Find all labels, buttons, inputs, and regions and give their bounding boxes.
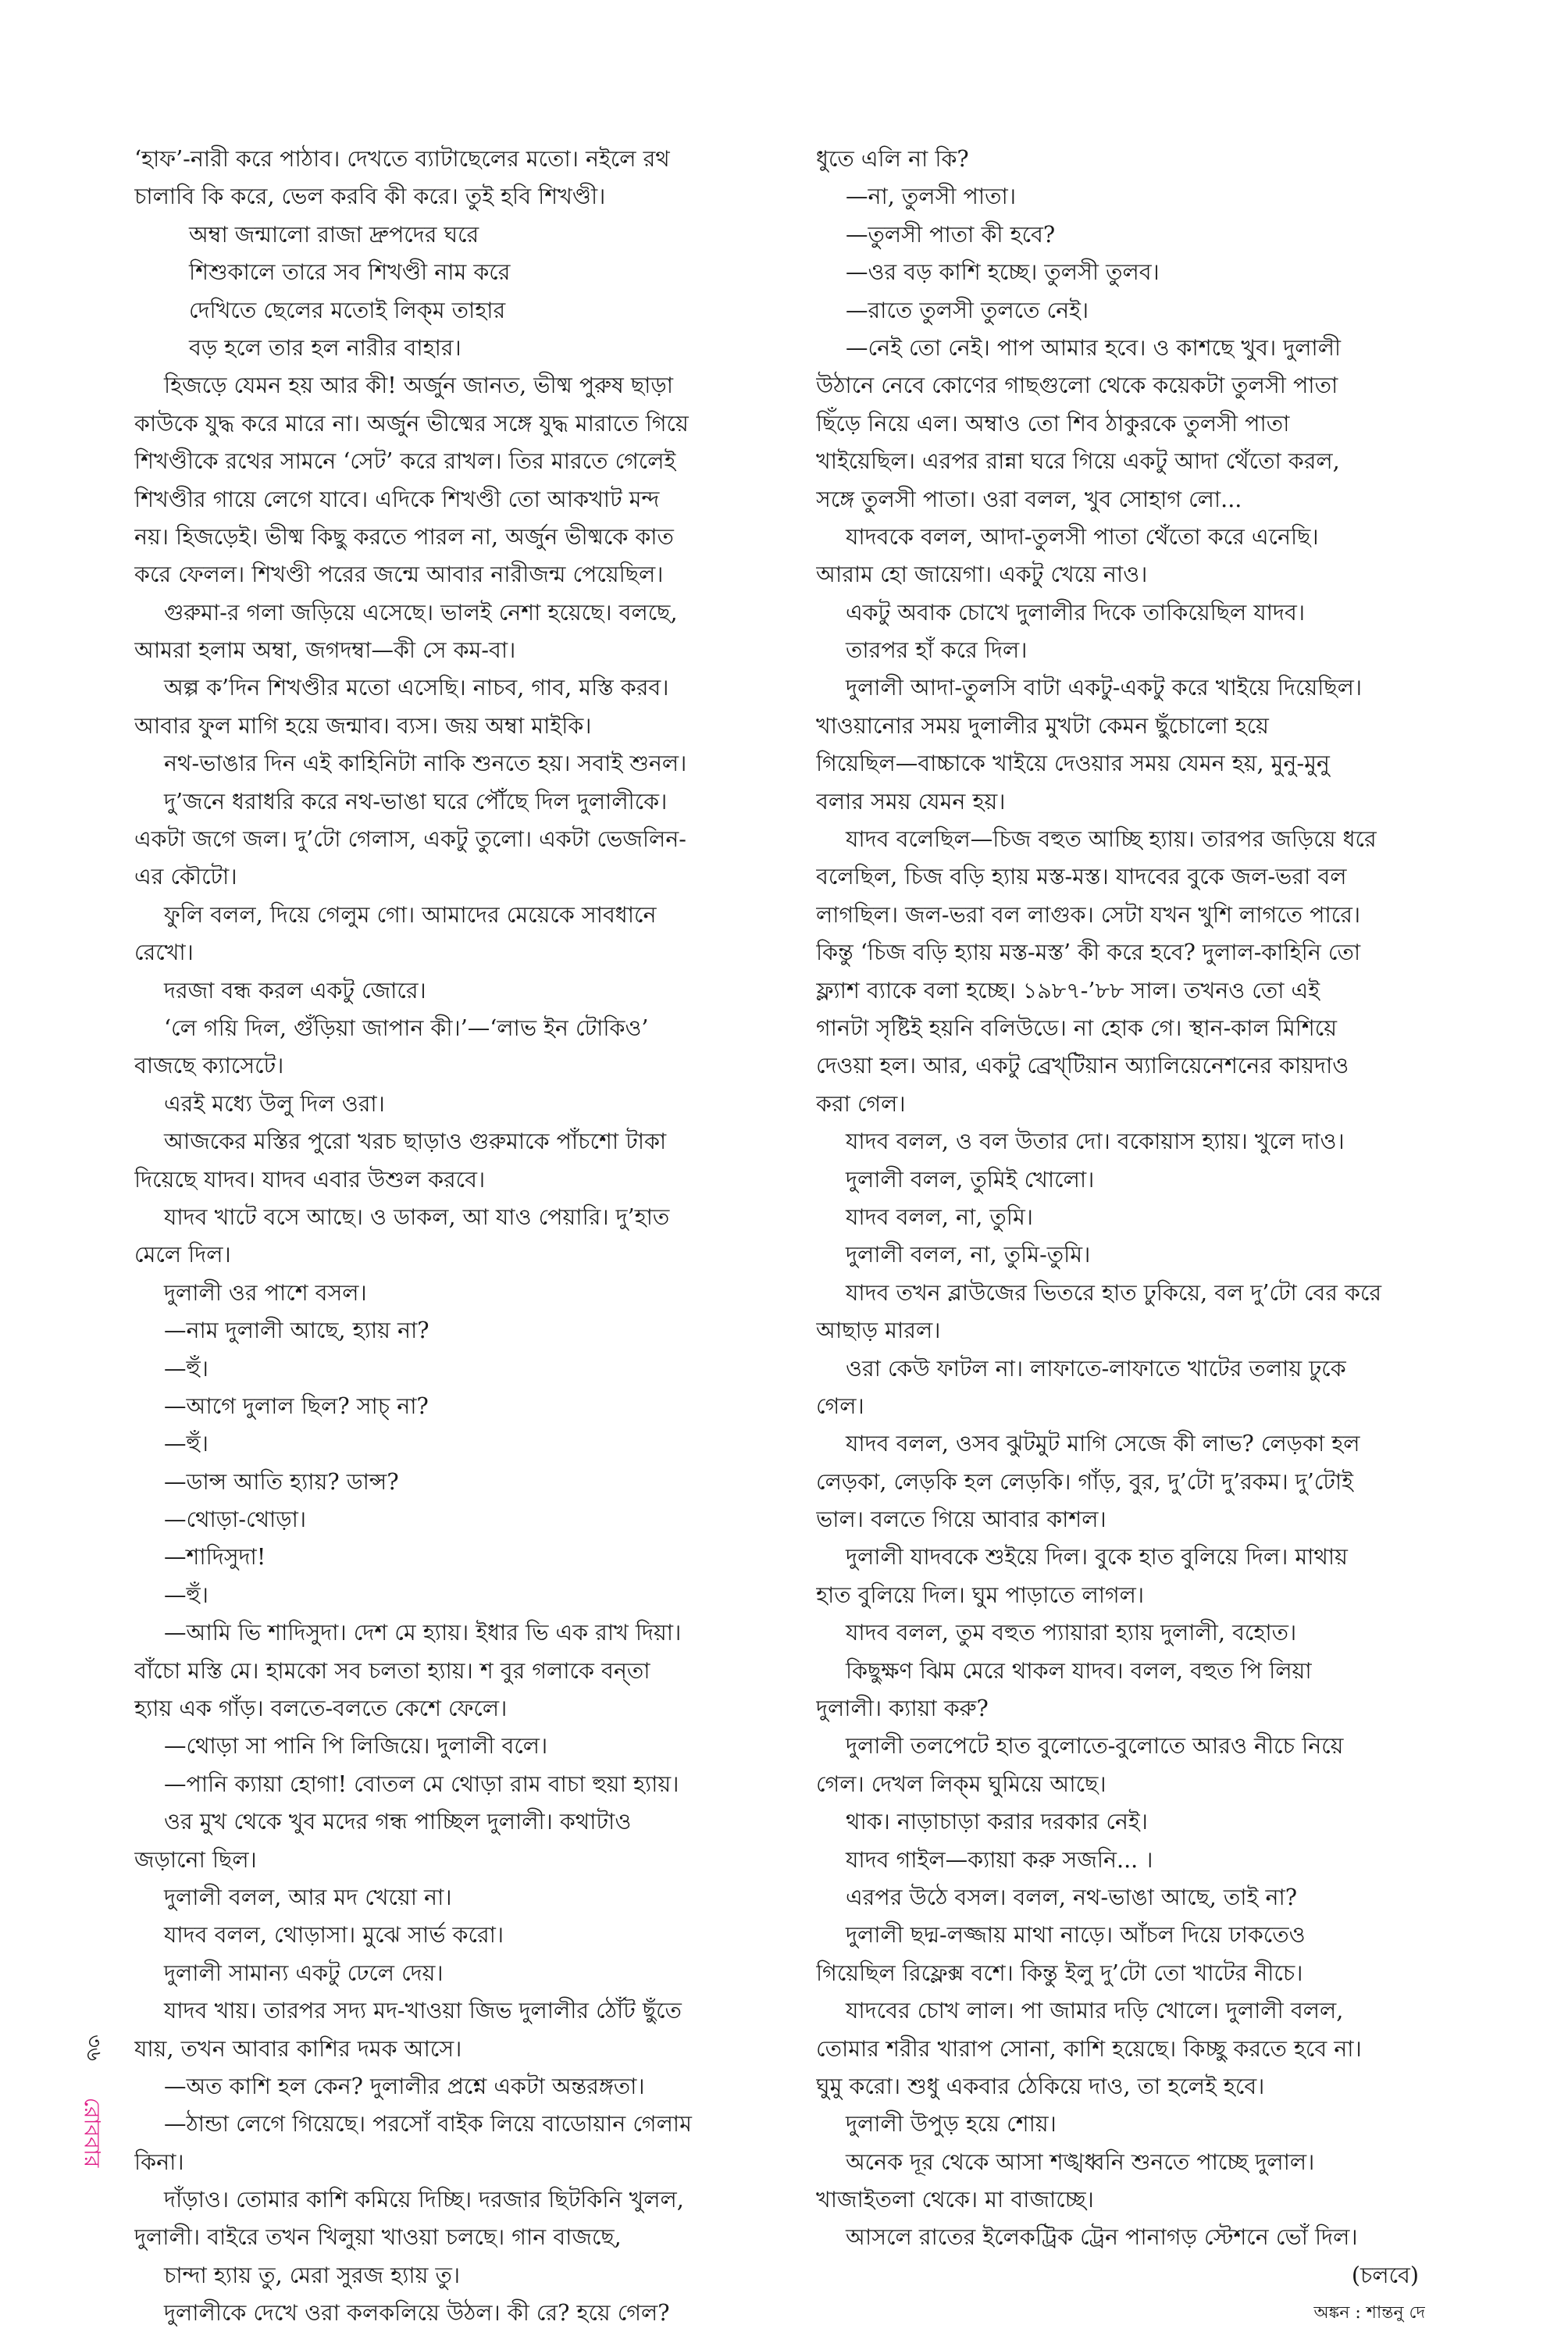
left-text-line: অল্প ক’দিন শিখণ্ডীর মতো এসেছি। নাচব, গাব, মস্তি করব। (164, 675, 669, 701)
right-text-line: ধুতে এলি না কি? (816, 146, 969, 172)
left-text-line: ‘হাফ’-নারী করে পাঠাব। দেখতে ব্যাটাছেলের মতো। নইলে রথ (134, 146, 670, 172)
right-text-line: লাগছিল। জল-ভরা বল লাগুক। সেটা যখন খুশি লাগতে পারে। (816, 901, 1361, 928)
right-text-line: যাদব বলল, ও বল উতার দো। বকোয়াস হ্যায়। খুলে দাও। (846, 1129, 1345, 1155)
left-text-line: —থোড়া-থোড়া। (164, 1507, 307, 1533)
left-text-line: যাদব খায়। তারপর সদ্য মদ-খাওয়া জিভ দুলালীর ঠোঁট ছুঁতে (164, 1998, 682, 2024)
right-text-line: যাদবকে বলল, আদা-তুলসী পাতা থেঁতো করে এনেছি। (846, 523, 1319, 550)
left-text-line: দরজা বন্ধ করল একটু জোরে। (164, 977, 426, 1004)
left-text-line: দুলালী ওর পাশে বসল। (164, 1279, 367, 1306)
left-text-line: হিজড়ে যেমন হয় আর কী! অর্জুন জানত, ভীষ্ম পুরুষ ছাড়া (164, 373, 674, 399)
right-text-line: বলেছিল, চিজ বড়ি হ্যায় মস্ত-মস্ত। যাদবের বুকে জল-ভরা বল (816, 864, 1347, 890)
right-text-line: ঘুমু করো। শুধু একবার ঠেকিয়ে দাও, তা হলেই হবে। (816, 2073, 1265, 2099)
right-text-line: গেল। (816, 1393, 864, 1419)
right-text-line: লেড়কা, লেড়কি হল লেড়কি। গাঁড়, বুর, দু’টো দু’রকম। দু’টোই (816, 1468, 1353, 1495)
left-text-line: —শাদিসুদা! (164, 1544, 266, 1571)
left-text-line: নথ-ভাঙার দিন এই কাহিনিটা নাকি শুনতে হয়। সবাই শুনল। (164, 751, 687, 777)
left-text-line: দাঁড়াও। তোমার কাশি কমিয়ে দিচ্ছি। দরজার ছিটকিনি খুলল, (164, 2187, 684, 2213)
left-text-line: —পানি ক্যায়া হোগা! বোতল মে থোড়া রাম বাচা হুয়া হ্যায়। (164, 1771, 679, 1797)
right-text-line: গিয়েছিল রিফ্লেক্স বশে। কিন্তু ইলু দু’টো তো খাটের নীচে। (816, 1960, 1303, 1986)
right-text-line: —ওর বড় কাশি হচ্ছে। তুলসী তুলব। (846, 259, 1160, 286)
left-text-line: জড়ানো ছিল। (134, 1846, 257, 1873)
left-text-line: শিখণ্ডীর গায়ে লেগে যাবে। এদিকে শিখণ্ডী তো আকখাট মন্দ (134, 486, 660, 512)
right-text-line: দুলালী যাদবকে শুইয়ে দিল। বুকে হাত বুলিয়ে দিল। মাথায় (846, 1544, 1348, 1571)
left-text-line: কিনা। (134, 2149, 184, 2175)
left-text-line: একটা জগে জল। দু’টো গেলাস, একটু তুলো। একটা ভেজলিন- (134, 826, 686, 853)
right-text-line: দুলালী বলল, না, তুমি-তুমি। (846, 1242, 1091, 1268)
right-text-line: তারপর হাঁ করে দিল। (846, 637, 1028, 664)
left-text-line: —আগে দুলাল ছিল? সাচ্‌ না? (164, 1393, 429, 1419)
left-text-line: —আমি ভি শাদিসুদা। দেশ মে হ্যায়। ইধার ভি এক রাখ দিয়া। (164, 1620, 682, 1646)
right-text-line: দেওয়া হল। আর, একটু ব্রেখ্‌টিয়ান অ্যালিয়েনেশনের কায়দাও (816, 1053, 1349, 1079)
left-text-line: দেখিতে ছেলের মতোই লিক্‌ম তাহার (189, 297, 506, 323)
right-text-line: হাত বুলিয়ে দিল। ঘুম পাড়াতে লাগল। (816, 1582, 1145, 1608)
left-text-line: বড় হলে তার হল নারীর বাহার। (189, 334, 461, 361)
right-text-line: দুলালী উপুড় হয়ে শোয়। (846, 2111, 1057, 2138)
right-text-line: যাদব বলল, ওসব ঝুটমুট মাগি সেজে কী লাভ? লেড়কা হল (846, 1431, 1360, 1457)
left-text-line: —ঠান্ডা লেগে গিয়েছে। পরসোঁ বাইক লিয়ে বাডোয়ান গেলাম (164, 2111, 692, 2138)
right-text-line: যাদব বলেছিল—চিজ বহুত আচ্ছি হ্যায়। তারপর জড়িয়ে ধরে (846, 826, 1377, 853)
left-text-line: গুরুমা-র গলা জড়িয়ে এসেছে। ভালই নেশা হয়েছে। বলছে, (164, 599, 678, 626)
right-text-line: দুলালী তলপেটে হাত বুলোতে-বুলোতে আরও নীচে নিয়ে (846, 1733, 1344, 1760)
right-text-line: —নেই তো নেই। পাপ আমার হবে। ও কাশছে খুব। দুলালী (846, 334, 1342, 361)
left-text-line: রেখো। (134, 940, 194, 966)
right-text-line: অঙ্কন : শান্তনু দে (1313, 2303, 1425, 2323)
left-text-line: দুলালী সামান্য একটু ঢেলে দেয়। (164, 1960, 444, 1986)
left-text-line: আবার ফুল মাগি হয়ে জন্মাব। ব্যস। জয় অম্বা মাইকি। (134, 712, 592, 739)
left-text-line: শিখণ্ডীকে রথের সামনে ‘সেট’ করে রাখল। তির মারতে গেলেই (134, 448, 676, 475)
left-text-line: দুলালীকে দেখে ওরা কলকলিয়ে উঠল। কী রে? হয়ে গেল? (164, 2300, 670, 2327)
left-text-line: ওর মুখ থেকে খুব মদের গন্ধ পাচ্ছিল দুলালী। কথাটাও (164, 1809, 632, 1835)
right-text-line: গিয়েছিল—বাচ্চাকে খাইয়ে দেওয়ার সময় যেমন হয়, মুনু-মুনু (816, 751, 1330, 777)
left-text-line: —অত কাশি হল কেন? দুলালীর প্রশ্নে একটা অন্তরঙ্গতা। (164, 2073, 645, 2099)
right-text-line: যাদব বলল, তুম বহুত প্যায়ারা হ্যায় দুলালী, বহোত। (846, 1620, 1297, 1646)
left-text-line: ফুলি বলল, দিয়ে গেলুম গো। আমাদের মেয়েকে সাবধানে (164, 901, 657, 928)
right-text-line: অনেক দূর থেকে আসা শঙ্খধ্বনি শুনতে পাচ্ছে দুলাল। (846, 2149, 1315, 2175)
right-text-line: দুলালী আদা-তুলসি বাটা একটু-একটু করে খাইয়ে দিয়েছিল। (846, 675, 1363, 701)
right-text-line: ওরা কেউ ফাটল না। লাফাতে-লাফাতে খাটের তলায় ঢুকে (846, 1355, 1346, 1382)
right-text-line: এরপর উঠে বসল। বলল, নথ-ভাঙা আছে, তাই না? (846, 1884, 1298, 1910)
right-text-line: —তুলসী পাতা কী হবে? (846, 221, 1056, 248)
left-text-line: হ্যায় এক গাঁড়। বলতে-বলতে কেশে ফেলে। (134, 1696, 508, 1722)
right-text-line: সঙ্গে তুলসী পাতা। ওরা বলল, খুব সোহাগ লো... (816, 486, 1242, 512)
right-text-line: দুলালী ছদ্ম-লজ্জায় মাথা নাড়ে। আঁচল দিয়ে ঢাকতেও (846, 1922, 1306, 1949)
left-text-line: চান্দা হ্যায় তু, মেরা সুরজ হ্যায় তু। (164, 2262, 461, 2288)
right-text-line: করা গেল। (816, 1090, 906, 1117)
right-text-line: থাক। নাড়াচাড়া করার দরকার নেই। (846, 1809, 1148, 1835)
right-text-line: খাজাইতলা থেকে। মা বাজাচ্ছে। (816, 2187, 1094, 2213)
left-text-line: অম্বা জন্মালো রাজা দ্রুপদের ঘরে (189, 221, 479, 248)
left-text-line: —হুঁ। (164, 1431, 208, 1457)
left-text-line: কাউকে যুদ্ধ করে মারে না। অর্জুন ভীষ্মের সঙ্গে যুদ্ধ মারাতে গিয়ে (134, 410, 689, 437)
right-text-line: খাওয়ানোর সময় দুলালীর মুখটা কেমন ছুঁচোলো হয়ে (816, 712, 1269, 739)
right-text-line: (চলবে) (1351, 2262, 1419, 2288)
right-text-line: যাদব বলল, না, তুমি। (846, 1204, 1033, 1230)
page-number: ৩৬ (81, 2034, 105, 2061)
left-text-line: দুলালী বলল, আর মদ খেয়ো না। (164, 1884, 452, 1910)
left-text-line: মেলে দিল। (134, 1242, 231, 1268)
left-text-line: —ডান্স আতি হ্যায়? ডান্স? (164, 1468, 399, 1495)
right-column (816, 141, 1425, 2333)
left-column (134, 141, 743, 2333)
right-text-line: —না, তুলসী পাতা। (846, 184, 1017, 210)
right-text-line: কিছুক্ষণ ঝিম মেরে থাকল যাদব। বলল, বহুত পি লিয়া (846, 1657, 1312, 1684)
left-text-line: এরই মধ্যে উলু দিল ওরা। (164, 1090, 385, 1117)
left-text-line: যায়, তখন আবার কাশির দমক আসে। (134, 2035, 462, 2062)
right-text-line: একটু অবাক চোখে দুলালীর দিকে তাকিয়েছিল যাদব। (846, 599, 1306, 626)
right-text-line: কিন্তু ‘চিজ বড়ি হ্যায় মস্ত-মস্ত’ কী করে হবে? দুলাল-কাহিনি তো (816, 940, 1361, 966)
right-text-line: গানটা সৃষ্টিই হয়নি বলিউডে। না হোক গে। স্থান-কাল মিশিয়ে (816, 1015, 1338, 1041)
left-text-line: করে ফেলল। শিখণ্ডী পরের জন্মে আবার নারীজন্ম পেয়েছিল। (134, 562, 664, 588)
left-text-line: যাদব বলল, থোড়াসা। মুঝে সার্ভ করো। (164, 1922, 504, 1949)
right-text-line: তোমার শরীর খারাপ সোনা, কাশি হয়েছে। কিচ্ছু করতে হবে না। (816, 2035, 1362, 2062)
left-text-line: আজকের মস্তির পুরো খরচ ছাড়াও গুরুমাকে পাঁচশো টাকা (164, 1129, 667, 1155)
left-text-line: —থোড়া সা পানি পি লিজিয়ে। দুলালী বলে। (164, 1733, 548, 1760)
right-text-line: আছাড় মারল। (816, 1318, 941, 1344)
left-text-line: দুলালী। বাইরে তখন খিলুয়া খাওয়া চলছে। গান বাজছে, (134, 2224, 622, 2251)
left-text-line: ‘লে গয়ি দিল, গুঁড়িয়া জাপান কী।’—‘লাভ ইন টোকিও’ (164, 1015, 649, 1041)
left-text-line: —হুঁ। (164, 1582, 208, 1608)
left-text-line: চালাবি কি করে, ভেল করবি কী করে। তুই হবি শিখণ্ডী। (134, 184, 606, 210)
left-text-line: যাদব খাটে বসে আছে। ও ডাকল, আ যাও পেয়ারি। দু’হাত (164, 1204, 670, 1230)
left-text-line: বাজছে ক্যাসেটে। (134, 1053, 284, 1079)
right-text-line: ফ্ল্যাশ ব্যাকে বলা হচ্ছে। ১৯৮৭-’৮৮ সাল। তখনও তো এই (816, 977, 1320, 1004)
right-text-line: দুলালী। ক্যায়া করু? (816, 1696, 989, 1722)
right-text-line: —রাতে তুলসী তুলতে নেই। (846, 297, 1089, 323)
left-text-line: —নাম দুলালী আছে, হ্যায় না? (164, 1318, 429, 1344)
right-text-line: যাদব গাইল—ক্যায়া করু সজনি... । (846, 1846, 1153, 1873)
left-text-line: বাঁচো মস্তি মে। হামকো সব চলতা হ্যায়। শ বুর গলাকে বন্‌তা (134, 1657, 650, 1684)
right-text-line: ছিঁড়ে নিয়ে এল। অম্বাও তো শিব ঠাকুরকে তুলসী পাতা (816, 410, 1290, 437)
left-text-line: —হুঁ। (164, 1355, 208, 1382)
left-text-line: আমরা হলাম অম্বা, জগদম্বা—কী সে কম-বা। (134, 637, 516, 664)
right-text-line: দুলালী বলল, তুমিই খোলো। (846, 1166, 1095, 1193)
right-text-line: যাদবের চোখ লাল। পা জামার দড়ি খোলে। দুলালী বলল, (846, 1998, 1344, 2024)
right-text-line: খাইয়েছিল। এরপর রান্না ঘরে গিয়ে একটু আদা থেঁতো করল, (816, 448, 1340, 475)
left-text-line: এর কৌটো। (134, 864, 237, 890)
right-text-line: যাদব তখন ব্লাউজের ভিতরে হাত ঢুকিয়ে, বল দু’টো বের করে (846, 1279, 1382, 1306)
left-text-line: শিশুকালে তারে সব শিখণ্ডী নাম করে (189, 259, 511, 286)
right-text-line: ভাল। বলতে গিয়ে আবার কাশল। (816, 1507, 1107, 1533)
right-text-line: উঠানে নেবে কোণের গাছগুলো থেকে কয়েকটা তুলসী পাতা (816, 373, 1338, 399)
left-text-line: দিয়েছে যাদব। যাদব এবার উশুল করবে। (134, 1166, 486, 1193)
right-text-line: গেল। দেখল লিক্‌ম ঘুমিয়ে আছে। (816, 1771, 1107, 1797)
magazine-label: রোববার (79, 2097, 105, 2167)
left-text-line: নয়। হিজড়েই। ভীষ্ম কিছু করতে পারল না, অর্জুন ভীষ্মকে কাত (134, 523, 674, 550)
right-text-line: আসলে রাতের ইলেকট্রিক ট্রেন পানাগড় স্টেশনে ভোঁ দিল। (846, 2224, 1358, 2251)
right-text-line: আরাম হো জায়েগা। একটু খেয়ে নাও। (816, 562, 1148, 588)
right-text-line: বলার সময় যেমন হয়। (816, 788, 1006, 815)
left-text-line: দু’জনে ধরাধরি করে নথ-ভাঙা ঘরে পৌঁছে দিল দুলালীকে। (164, 788, 668, 815)
